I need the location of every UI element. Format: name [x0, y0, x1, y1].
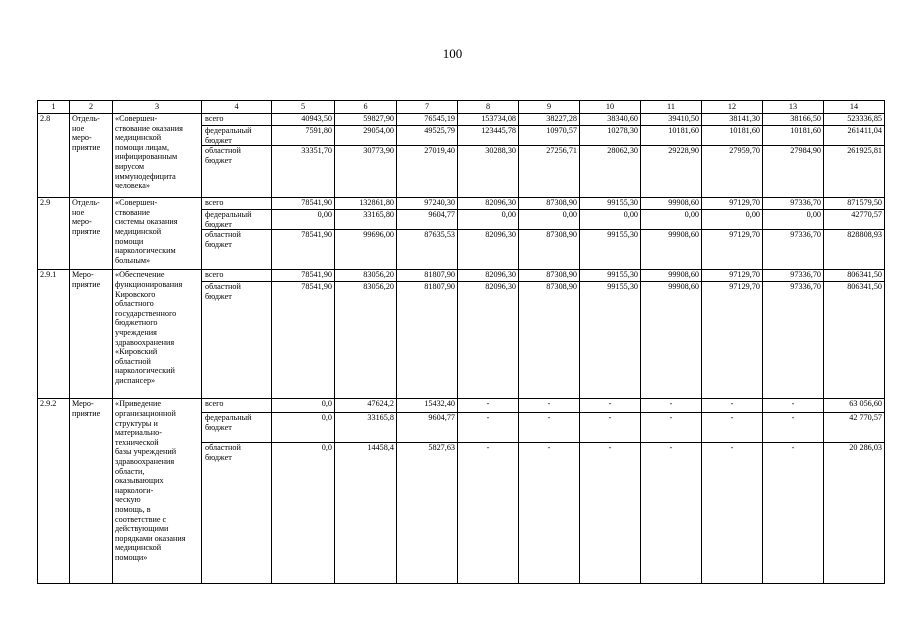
amount-cell: 40943,50 — [272, 114, 335, 126]
column-header: 13 — [763, 101, 824, 114]
item-name: «Приведение организационной структуры и материально- технической базы учреждений здравоохранения области, оказывающих наркологи- ческую помощь, в соответствие с действующими порядками оказания медицинской помощи» — [113, 399, 202, 584]
funding-source: областной бюджет — [202, 230, 272, 270]
amount-cell: 153734,08 — [458, 114, 519, 126]
amount-cell: 99155,30 — [580, 282, 641, 399]
amount-cell: - — [458, 413, 519, 443]
budget-table — [37, 100, 885, 584]
amount-cell: 97336,70 — [763, 282, 824, 399]
amount-cell: 0,0 — [272, 399, 335, 413]
amount-cell: 47624,2 — [335, 399, 397, 413]
item-name: «Обеспечение функционирования Кировского областного государственного бюджетного учреждения здравоохранения «Кировский областной наркологический диспансер» — [113, 270, 202, 399]
amount-cell: - — [763, 413, 824, 443]
amount-cell: 123445,78 — [458, 126, 519, 146]
amount-cell: 7591,80 — [272, 126, 335, 146]
amount-cell: 99155,30 — [580, 270, 641, 282]
amount-cell: 20 286,03 — [824, 443, 885, 584]
amount-cell: 97129,70 — [702, 198, 763, 210]
amount-cell: - — [641, 443, 702, 584]
table-row — [38, 270, 885, 282]
amount-cell: 33351,70 — [272, 146, 335, 198]
amount-cell: - — [702, 399, 763, 413]
amount-cell: 83056,20 — [335, 270, 397, 282]
header-row — [38, 101, 885, 114]
amount-cell: 42 770,57 — [824, 413, 885, 443]
column-header: 9 — [519, 101, 580, 114]
item-name: «Совершен- ствование оказания медицинской помощи лицам, инфицированным вирусом иммунодефицита человека» — [113, 114, 202, 198]
amount-cell: 33165,8 — [335, 413, 397, 443]
amount-cell: 0,00 — [641, 210, 702, 230]
amount-cell: 82096,30 — [458, 282, 519, 399]
amount-cell: 97240,30 — [397, 198, 458, 210]
amount-cell: 9604,77 — [397, 413, 458, 443]
amount-cell: - — [702, 443, 763, 584]
amount-cell: - — [763, 399, 824, 413]
amount-cell: 97336,70 — [763, 230, 824, 270]
amount-cell: 99908,60 — [641, 198, 702, 210]
amount-cell: 82096,30 — [458, 270, 519, 282]
amount-cell: 97336,70 — [763, 198, 824, 210]
amount-cell: - — [763, 443, 824, 584]
amount-cell: 99908,60 — [641, 270, 702, 282]
funding-source: областной бюджет — [202, 146, 272, 198]
funding-source: всего — [202, 270, 272, 282]
amount-cell: - — [458, 443, 519, 584]
column-header: 6 — [335, 101, 397, 114]
item-type: Меро- приятие — [70, 270, 113, 399]
amount-cell: 87308,90 — [519, 198, 580, 210]
amount-cell: 5827,63 — [397, 443, 458, 584]
amount-cell: 10278,30 — [580, 126, 641, 146]
amount-cell: 14458,4 — [335, 443, 397, 584]
amount-cell: 10181,60 — [702, 126, 763, 146]
amount-cell: - — [519, 413, 580, 443]
amount-cell: 261925,81 — [824, 146, 885, 198]
item-number: 2.9.1 — [38, 270, 70, 399]
funding-source: федеральный бюджет — [202, 413, 272, 443]
amount-cell: 38141,30 — [702, 114, 763, 126]
amount-cell: 33165,80 — [335, 210, 397, 230]
amount-cell: 9604,77 — [397, 210, 458, 230]
amount-cell: 523336,85 — [824, 114, 885, 126]
amount-cell: 78541,90 — [272, 282, 335, 399]
amount-cell: - — [580, 399, 641, 413]
amount-cell: 38166,50 — [763, 114, 824, 126]
item-type: Отдель- ное меро- приятие — [70, 114, 113, 198]
amount-cell: - — [519, 399, 580, 413]
amount-cell: 15432,40 — [397, 399, 458, 413]
column-header: 2 — [70, 101, 113, 114]
column-header: 3 — [113, 101, 202, 114]
amount-cell: 132861,80 — [335, 198, 397, 210]
amount-cell: 99908,60 — [641, 282, 702, 399]
amount-cell: 87308,90 — [519, 270, 580, 282]
table-row — [38, 114, 885, 126]
amount-cell: 828808,93 — [824, 230, 885, 270]
amount-cell: 99155,30 — [580, 230, 641, 270]
item-number: 2.9 — [38, 198, 70, 270]
amount-cell: 87308,90 — [519, 282, 580, 399]
amount-cell: 99155,30 — [580, 198, 641, 210]
amount-cell: 28062,30 — [580, 146, 641, 198]
amount-cell: 38340,60 — [580, 114, 641, 126]
amount-cell: 99908,60 — [641, 230, 702, 270]
funding-source: всего — [202, 399, 272, 413]
amount-cell: 78541,90 — [272, 230, 335, 270]
column-header: 11 — [641, 101, 702, 114]
amount-cell: 0,0 — [272, 443, 335, 584]
amount-cell: 99696,00 — [335, 230, 397, 270]
amount-cell: 81807,90 — [397, 270, 458, 282]
amount-cell: 0,00 — [519, 210, 580, 230]
amount-cell: 30288,30 — [458, 146, 519, 198]
amount-cell: 39410,50 — [641, 114, 702, 126]
funding-source: федеральный бюджет — [202, 126, 272, 146]
funding-source: всего — [202, 114, 272, 126]
column-header: 14 — [824, 101, 885, 114]
amount-cell: 27959,70 — [702, 146, 763, 198]
amount-cell: 806341,50 — [824, 282, 885, 399]
table-row — [38, 198, 885, 210]
amount-cell: 59827,90 — [335, 114, 397, 126]
column-header: 12 — [702, 101, 763, 114]
item-number: 2.9.2 — [38, 399, 70, 584]
amount-cell: 38227,28 — [519, 114, 580, 126]
column-header: 1 — [38, 101, 70, 114]
amount-cell: 261411,04 — [824, 126, 885, 146]
amount-cell: - — [702, 413, 763, 443]
amount-cell: 87308,90 — [519, 230, 580, 270]
amount-cell: 81807,90 — [397, 282, 458, 399]
column-header: 7 — [397, 101, 458, 114]
amount-cell: 29054,00 — [335, 126, 397, 146]
amount-cell: 27984,90 — [763, 146, 824, 198]
funding-source: всего — [202, 198, 272, 210]
table-row — [38, 399, 885, 413]
amount-cell: 0,00 — [702, 210, 763, 230]
amount-cell: 29228,90 — [641, 146, 702, 198]
amount-cell: - — [580, 443, 641, 584]
amount-cell: 87635,53 — [397, 230, 458, 270]
amount-cell: 63 056,60 — [824, 399, 885, 413]
amount-cell: 97129,70 — [702, 270, 763, 282]
amount-cell: - — [519, 443, 580, 584]
column-header: 5 — [272, 101, 335, 114]
amount-cell: 78541,90 — [272, 270, 335, 282]
amount-cell: 82096,30 — [458, 230, 519, 270]
amount-cell: 0,00 — [763, 210, 824, 230]
column-header: 4 — [202, 101, 272, 114]
amount-cell: 49525,79 — [397, 126, 458, 146]
funding-source: федеральный бюджет — [202, 210, 272, 230]
item-number: 2.8 — [38, 114, 70, 198]
funding-source: областной бюджет — [202, 282, 272, 399]
amount-cell: 0,00 — [272, 210, 335, 230]
amount-cell: 806341,50 — [824, 270, 885, 282]
amount-cell: 10181,60 — [641, 126, 702, 146]
amount-cell: 78541,90 — [272, 198, 335, 210]
amount-cell: 10970,57 — [519, 126, 580, 146]
amount-cell: 10181,60 — [763, 126, 824, 146]
amount-cell: 42770,57 — [824, 210, 885, 230]
amount-cell: - — [641, 413, 702, 443]
amount-cell: - — [641, 399, 702, 413]
amount-cell: 82096,30 — [458, 198, 519, 210]
amount-cell: 27256,71 — [519, 146, 580, 198]
amount-cell: 0,00 — [458, 210, 519, 230]
column-header: 8 — [458, 101, 519, 114]
funding-source: областной бюджет — [202, 443, 272, 584]
amount-cell: - — [458, 399, 519, 413]
amount-cell: 97336,70 — [763, 270, 824, 282]
amount-cell: 97129,70 — [702, 230, 763, 270]
amount-cell: 27019,40 — [397, 146, 458, 198]
item-type: Меро- приятие — [70, 399, 113, 584]
amount-cell: - — [580, 413, 641, 443]
item-type: Отдель- ное меро- приятие — [70, 198, 113, 270]
amount-cell: 0,0 — [272, 413, 335, 443]
amount-cell: 97129,70 — [702, 282, 763, 399]
amount-cell: 0,00 — [580, 210, 641, 230]
item-name: «Совершен- ствование системы оказания медицинской помощи наркологическим больным» — [113, 198, 202, 270]
amount-cell: 83056,20 — [335, 282, 397, 399]
amount-cell: 871579,50 — [824, 198, 885, 210]
page-number: 100 — [442, 46, 463, 61]
column-header: 10 — [580, 101, 641, 114]
amount-cell: 30773,90 — [335, 146, 397, 198]
amount-cell: 76545,19 — [397, 114, 458, 126]
